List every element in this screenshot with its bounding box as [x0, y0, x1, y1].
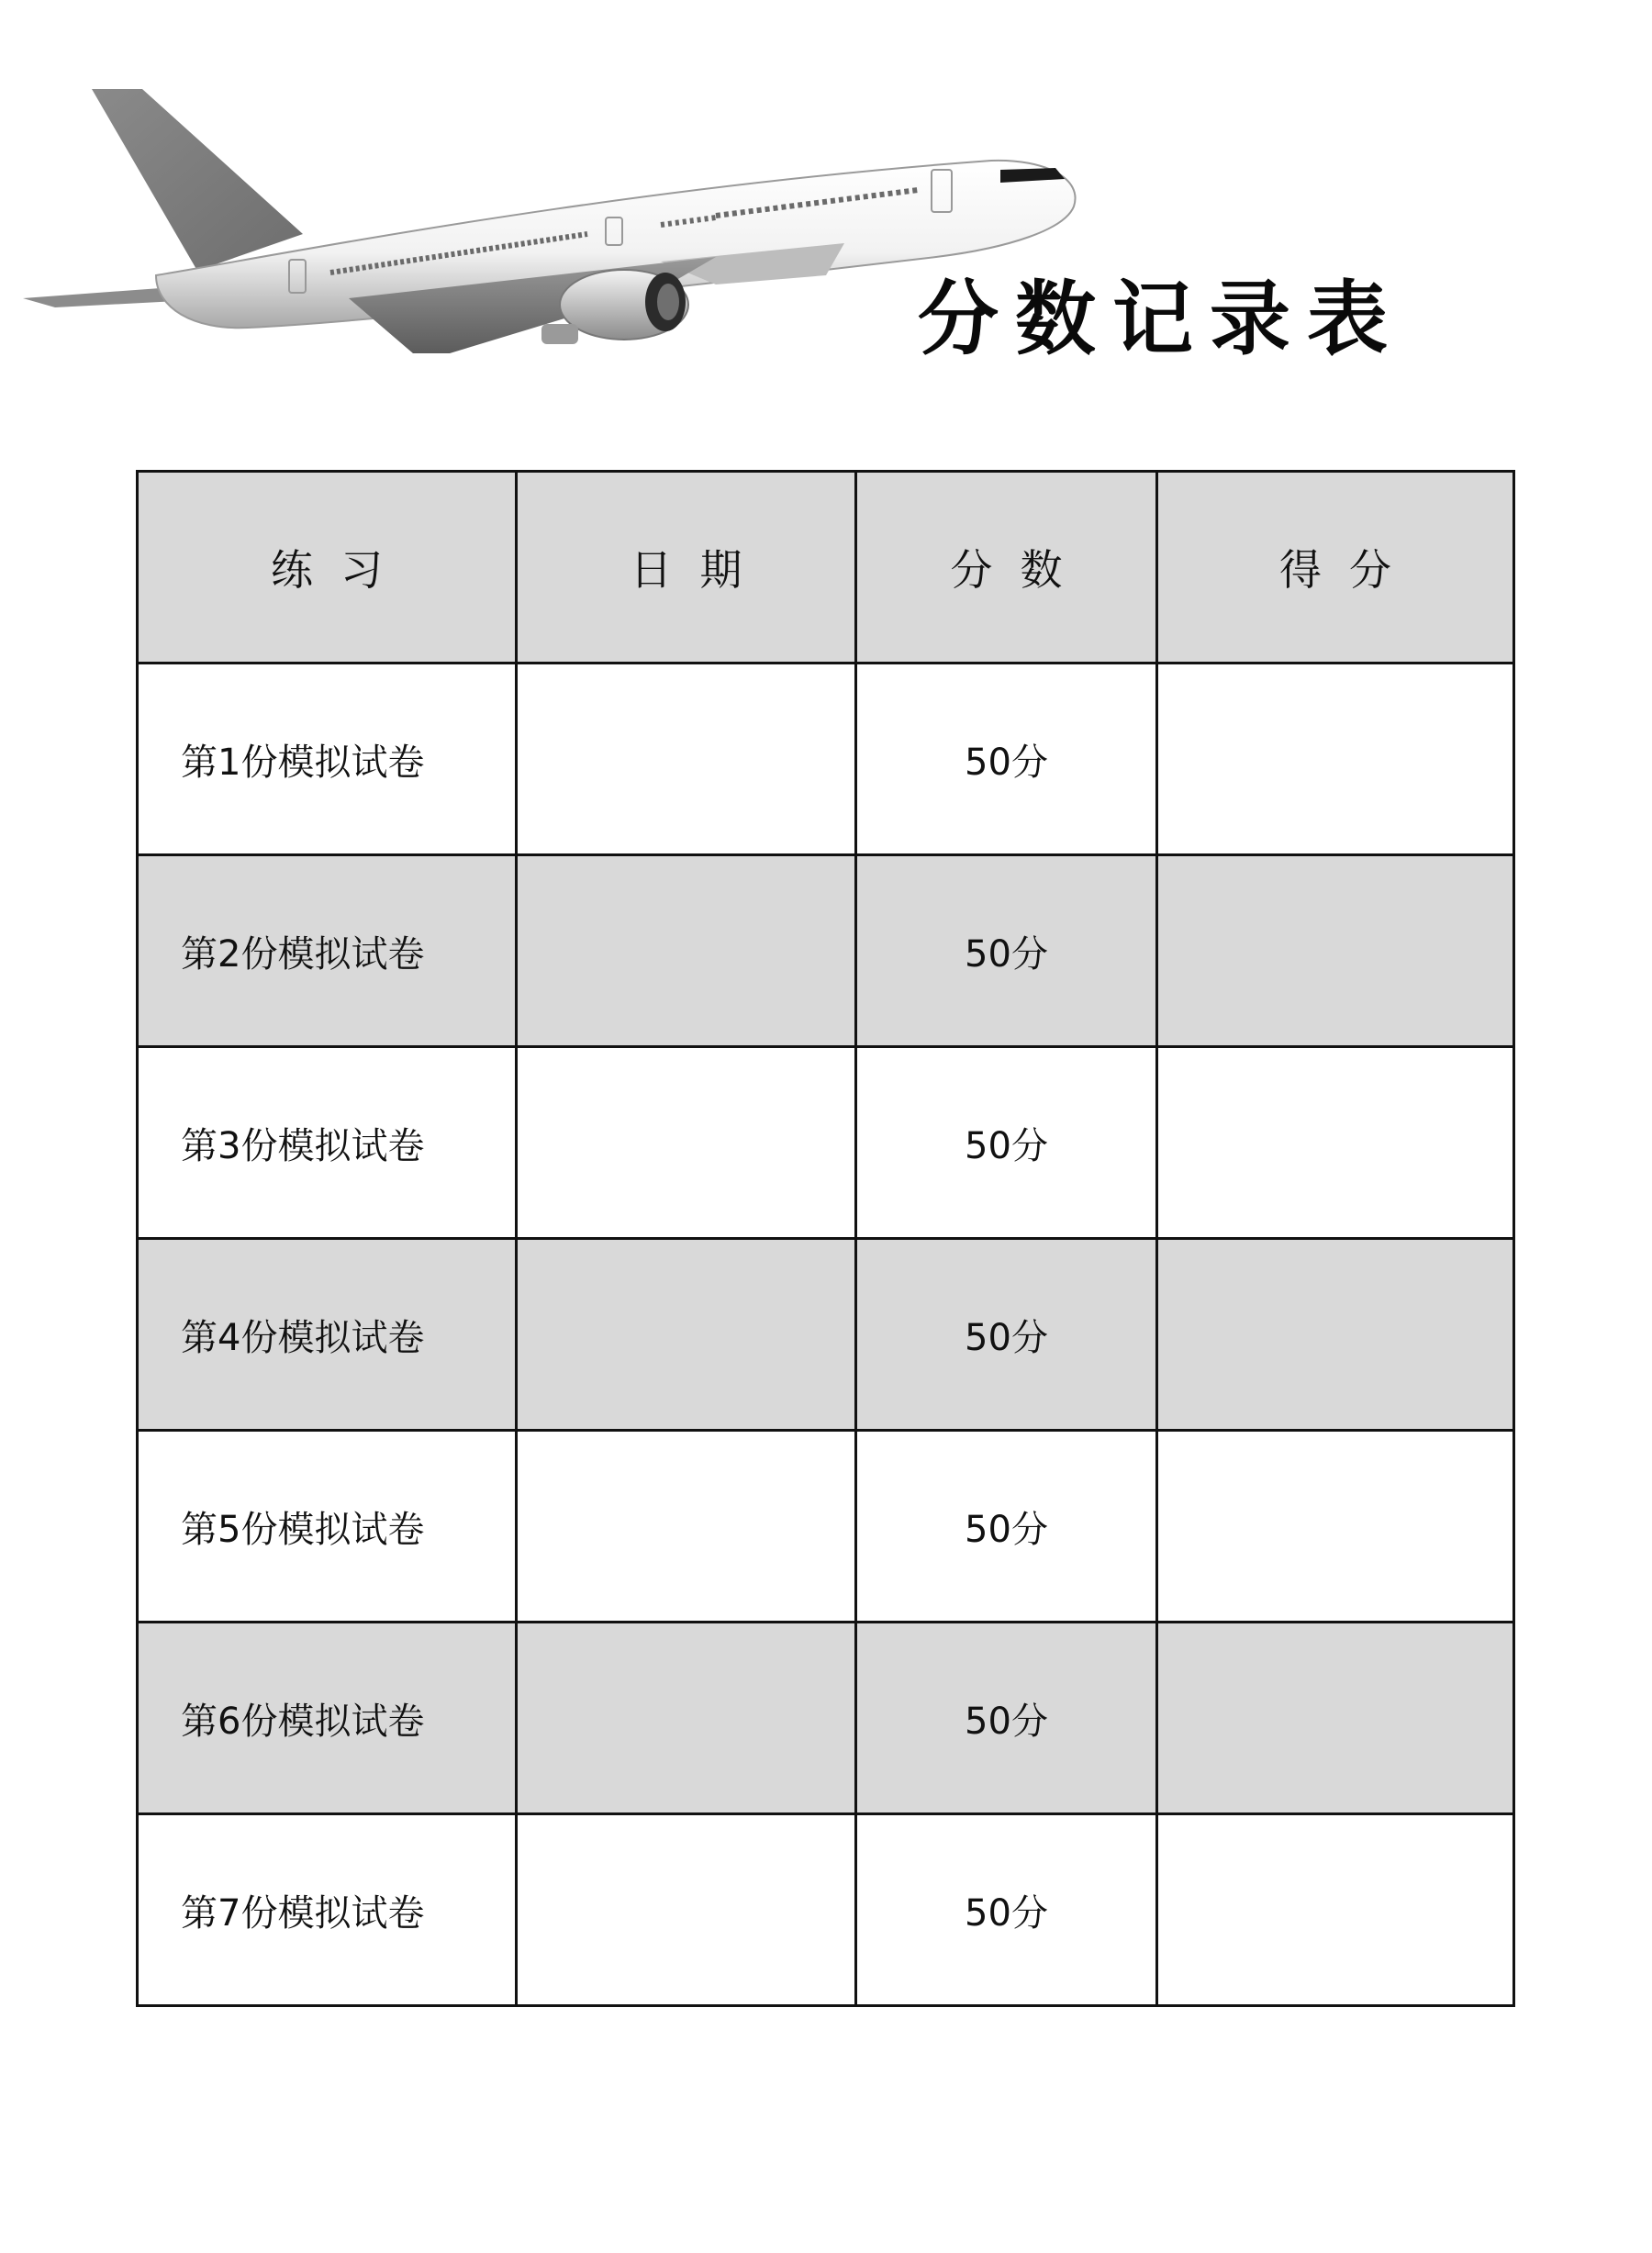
earned-cell[interactable]	[1157, 1623, 1514, 1814]
score-cell: 50分	[856, 1047, 1157, 1239]
score-cell: 50分	[856, 1239, 1157, 1431]
header-practice: 练习	[138, 472, 517, 664]
date-cell[interactable]	[517, 664, 856, 855]
header-date: 日期	[517, 472, 856, 664]
exam-name-cell: 第3份模拟试卷	[138, 1047, 517, 1239]
earned-cell[interactable]	[1157, 1431, 1514, 1623]
table-row	[138, 1814, 1514, 2006]
score-cell: 50分	[856, 1814, 1157, 2006]
earned-cell[interactable]	[1157, 1239, 1514, 1431]
date-cell[interactable]	[517, 855, 856, 1047]
exam-name-cell: 第6份模拟试卷	[138, 1623, 517, 1814]
earned-cell[interactable]	[1157, 1814, 1514, 2006]
earned-cell[interactable]	[1157, 664, 1514, 855]
score-cell: 50分	[856, 855, 1157, 1047]
date-cell[interactable]	[517, 1047, 856, 1239]
score-cell: 50分	[856, 1431, 1157, 1623]
table-row	[138, 1047, 1514, 1239]
table-row	[138, 855, 1514, 1047]
score-cell: 50分	[856, 664, 1157, 855]
earned-cell[interactable]	[1157, 855, 1514, 1047]
table-row	[138, 664, 1514, 855]
exam-name-cell: 第7份模拟试卷	[138, 1814, 517, 2006]
table-row	[138, 1431, 1514, 1623]
exam-name-cell: 第2份模拟试卷	[138, 855, 517, 1047]
date-cell[interactable]	[517, 1623, 856, 1814]
exam-name-cell: 第5份模拟试卷	[138, 1431, 517, 1623]
table-row	[138, 1623, 1514, 1814]
date-cell[interactable]	[517, 1431, 856, 1623]
page-title: 分数记录表	[918, 272, 1405, 366]
earned-cell[interactable]	[1157, 1047, 1514, 1239]
score-record-table	[136, 470, 1515, 2007]
date-cell[interactable]	[517, 1239, 856, 1431]
date-cell[interactable]	[517, 1814, 856, 2006]
header-score: 分数	[856, 472, 1157, 664]
table-header-row	[138, 472, 1514, 664]
table-row	[138, 1239, 1514, 1431]
exam-name-cell: 第1份模拟试卷	[138, 664, 517, 855]
header-earned: 得分	[1157, 472, 1514, 664]
exam-name-cell: 第4份模拟试卷	[138, 1239, 517, 1431]
score-cell: 50分	[856, 1623, 1157, 1814]
